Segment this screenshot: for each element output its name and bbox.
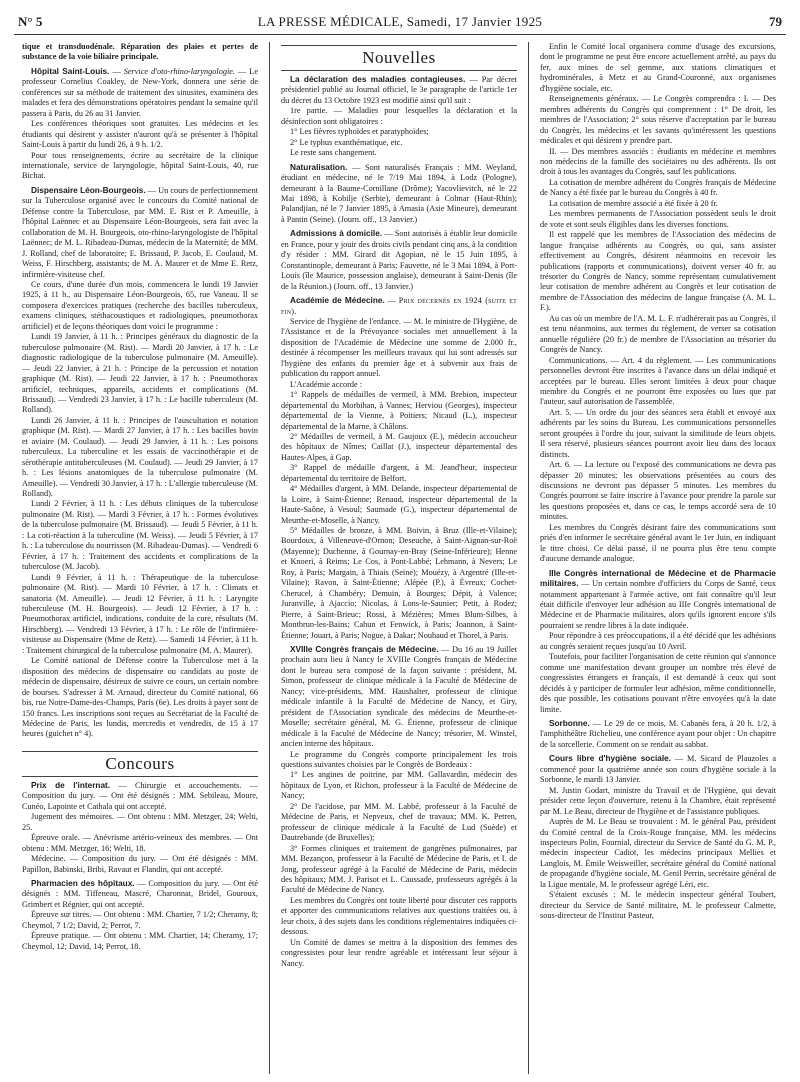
header-rule	[14, 34, 786, 35]
item-heading: Cours libre d'hygiène sociale.	[549, 754, 671, 764]
pharmacien-item: Pharmacien des hôpitaux. — Composition du jury. — Ont été désignés : MM. Tiffeneau, Mascré, Charonnat, Bridel, Gouroux, Grimbert et Régnier, qui ont accepté.	[22, 878, 258, 909]
paragraph: Communications. — Art. 4 du règlement. — Les communications personnelles devront être inscrites à l'avance dans un délai indiqué et acceptées par le bureau. Elles seront limitées à deux pour chaque membre du Congrès et ne pourront être exposées ou lues que par l'auteur, sauf autorisation de l'assemblée.	[540, 355, 776, 407]
paragraph: Le reste sans changement.	[290, 148, 377, 158]
paragraph: Enfin le Comité local organisera comme d'usage des excursions, dont le programme ne peut être encore actuellement arrêté, au pays du fer, aux mines de sel gemme, aux stations climatiques et hydrominérales, à Metz et au Grand-Couronné, aux organismes d'hygiène sociale, etc.	[540, 42, 776, 93]
item-text: Sont autorisés à établir leur domicile en France, pour y jouir des droits civils pendant cinq ans, à la condition d'y résider : MM. Girard dit Agopian, né le 15 Juin 1895, à Constantinople, demeurant à Paris; Fauvette, né le 3 Mai 1894, à Port-Louis (île Maurice, possession anglaise), demeurant à Saint-Denis (île de la Réunion.) (Journ. off., 13 Janvier.)	[281, 229, 517, 291]
item-subheading: Service d'oto-rhino-laryngologie.	[123, 66, 235, 76]
item-text: Chirurgie et accouchements. — Composition du jury. — Ont été désignés : MM. Sebileau, Moure, Cunéo, Lapointe et Cathala qui ont accepté.	[22, 780, 258, 811]
section-title-nouvelles: Nouvelles	[281, 45, 517, 71]
paragraph: Épreuve orale. — Anévrisme artério-veineux des membres. — Ont obtenu : MM. Metzger, 16; Welti, 18.	[22, 833, 258, 853]
item-text: Un cours de perfectionnement sur la Tuberculose organisé avec le concours du Comité national de Défense contre la Tuberculose, par MM. E. Rist et P. Ameuille, à l'hôpital Laënnec et au Dispensaire Léon-Bourgeois, sera fait avec la collaboration de M. H. Bourgeois, oto-rhino-laryngologiste de l'hôpital Laënnec; de M. L. Ribadeau-Dumas, médecin de la Maternité; de MM. J. Rolland, chef de laboratoire; E. Brissaud, P. Jacob, E. Coulaud, M. Weiss, F. Hirschberg, assistants; de M. A. Maurer et de Mme E. Retz, infirmière-visiteuse chef.	[22, 185, 258, 279]
section-title-concours: Concours	[22, 751, 258, 777]
paragraph: Renseignements généraux. — Le Congrès comprendra : I. — Des membres adhérents du Congrès qui comprennent : 1° De droit, les membres de l'Association; 2° sous réserve d'acceptation par le bureau du Congrès, les médecins et les savants qu'intéressent les questions médicales et qui désirent y prendre part.	[540, 94, 776, 146]
cours-hygiene-item: Cours libre d'hygiène sociale. — M. Sicard de Plauzoles a commencé pour la quatrième année son cours d'hygiène sociale à la Sorbonne, le mardi 13 Janvier.	[540, 754, 776, 785]
paragraph: 5° Médailles de bronze, à MM. Boivin, à Bruz (Ille-et-Vilaine); Bourdoux, à Villeneuve-d'Ornon; Deseuche, à Saint-Aignan-sur-Roë (Mayenne); Duchenne, à Gournay-en-Bray (Seine-Inférieure); Henne et Knoeri, à Reims; Le Cos, à Pont-Labbé; Lehmann, à Nevers; Le Roy, à Paris; Margain, à Thiais (Seine); Mouézy, à Argentré (Ille-et-Vilaine); Ravon, à Saint-Étienne; Alépée (P.), à Évreux; Cochet-Cherucel, à Chambéry; Demuin, à Bourges; Dépit, à Valence; Juranville, à Ajaccio; Nicolas, à Lons-le-Saunier; Petit, à Rodez; Pierre, à Saint-Brieuc; Rossi, à Mézières; Mmes Blum-Silbes, à Montbrun-les-Bains; Cahun et Fenwick, à Paris; Joannon, à Saint-Étienne; Jouart, à Paris; Nogue, à Dakar; Nouhaud et Thorel, à Paris.	[281, 526, 517, 640]
column-divider	[528, 42, 529, 1074]
paragraph: 2° De l'acidose, par MM. M. Labbé, professeur à la Faculté de Médecine de Paris, et Nepveux, chef de travaux; MM. K. Petren, professeur de clinique médicale à la Faculté de Lud (Suède) et Dautrebande (de Bruxelles);	[281, 801, 517, 843]
running-title: LA PRESSE MÉDICALE, Samedi, 17 Janvier 1925	[257, 14, 543, 29]
item-text: Le 29 de ce mois, M. Cabanès fera, à 20 h. 1/2, à l'amphithéâtre Richelieu, une conférence ayant pour objet : Un chapitre de la sorcellerie. Comment on se rendait au sabbat.	[540, 719, 776, 749]
item-text: Composition du jury. — Ont été désignés : MM. Tiffeneau, Mascré, Charonnat, Bridel, Gouroux, Grimbert et Régnier, qui ont accepté.	[22, 878, 258, 909]
page-header	[14, 4, 786, 34]
paragraph: Art. 5. — Un ordre du jour des séances sera établi et envoyé aux adhérents par les soins du Bureau. Les communications personnelles seront groupées à l'ordre du jour, suivant la similitude de leurs objets. Il sera réservé, plusieurs séances pourront avoir lieu dans des locaux distincts.	[540, 407, 776, 459]
paragraph: Lundi 26 Janvier, à 11 h. : Principes de l'auscultation et notation graphique (M. Rist). — Mardi 27 Janvier, à 17 h. : Les bacilles bovin et aviaire (M. Coulaud). — Jeudi 29 Janvier, à 11 h. : Les poisons tuberculeux. La tuberculine et les essais de vaccinothérapie et de sérothérapie antituberculeuses (M. Coulaud). — Jeudi 29 Janvier, à 17 h. : Les lésions anatomiques de la tuberculose pulmonaire (M. Ameuille). — Vendredi 30 Janvier, à 17 h. : L'allergie tuberculeuse (M. Rolland).	[22, 415, 258, 499]
item-text: Du 16 au 19 Juillet prochain aura lieu à Nancy le XVIIIe Congrès français de Médecine dont le bureau sera composé de la façon suivante : président, M. Simon, professeur de clinique médicale à la Faculté de Médecine de Nancy; vice-présidents, MM. Haushalter, professeur de clinique médicale infantile à la Faculté de Médecine de Nancy, et Giry, président de l'Association syndicale des médecins de Meurthe-et-Moselle; secrétaire général, M. G. Étienne, professeur de clinique médicale à la Faculté de Médecine de Nancy; trésorier, M. Winstel, ancien interne des hôpitaux.	[281, 645, 517, 749]
paragraph: 2° Le typhus exanthématique, etc.	[290, 137, 403, 147]
paragraph: Lundi 2 Février, à 11 h. : Les débuts cliniques de la tuberculose pulmonaire (M. Rist). — Mardi 3 Février, à 17 h. : Formes évolutives de la tuberculose pulmonaire (M. Brissaud). — Jeudi 5 Février, à 11 h. : La coti-réaction à la tuberculine (M. Weiss). — Jeudi 5 Février, à 17 h. : La tuberculose du nourrisson (M. Ribadeau-Dumas). — Vendredi 6 Février, à 17 h. : Traitement des accidents et complications de la tuberculose (M. Jacob).	[22, 499, 258, 572]
paragraph: 3° Rappel de médaille d'argent, à M. Jeand'heur, inspecteur départemental du territoire de Belfort.	[281, 463, 517, 483]
paragraph: Lundi 19 Janvier, à 11 h. : Principes généraux du diagnostic de la tuberculose pulmonaire (M. Rist). — Mardi 20 Janvier, à 17 h. : Le diagnostic radiologique de la tuberculose pulmonaire (M. Ameuille). — Jeudi 22 Janvier, à 21 h. : Principe de la percussion et notation graphique (M. Rist). — Jeudi 22 Janvier, à 17 h. : Pneumothorax artificiel, techniques, appareils, accidents et complications (M. Brissaud). — Vendredi 23 Janvier, à 17 h. : Le bacille tuberculeux (M. Rolland).	[22, 332, 258, 415]
paragraph: 1re partie. — Maladies pour lesquelles la déclaration et la désinfection sont obligatoires :	[281, 106, 517, 126]
sorbonne-item: Sorbonne. — Le 29 de ce mois, M. Cabanès fera, à 20 h. 1/2, à l'amphithéâtre Richelieu, une conférence ayant pour objet : Un chapitre de la sorcellerie. Comment on se rendait au sabbat.	[540, 719, 776, 749]
paragraph: 2° Médailles de vermeil, à M. Gaujoux (E.), médecin accoucheur des hôpitaux de Nîmes; Caillat (J.), inspecteur départemental des Hautes-Alpes, à Gap.	[281, 431, 517, 462]
item-text: M. Sicard de Plauzoles a commencé pour la quatrième année son cours d'hygiène sociale à la Sorbonne, le mardi 13 Janvier.	[540, 754, 776, 785]
item-text: Le professeur Cornelius Coakley, de New-York, donnera une série de conférences sur sa méthode de traitement des sinusites, examinera des malades et fera des démonstrations opératoires pendant la semaine qu'il passera à Paris, du 26 au 31 Janvier.	[22, 66, 258, 118]
paragraph: II. — Des membres associés : étudiants en médecine et membres non médecins de la famille des sociétaires ou des adhérents. Ils ont droit à tous les avantages du Congrès, sauf les publications.	[540, 146, 776, 177]
item-heading: Prix de l'internat.	[31, 780, 111, 790]
paragraph: 4° Médailles d'argent, à MM. Delande, inspecteur départemental de la Loire, à Saint-Étienne; Renaud, inspecteur départemental de la Haute-Saône, à Vesoul; Saumade (G.), inspecteur départemental de Meurthe-et-Moselle, à Nancy.	[281, 484, 517, 525]
paragraph: Pour répondre à ces préoccupations, il a été décidé que les adhésions au congrès seraient reçues jusqu'au 10 Avril.	[540, 631, 776, 651]
paragraph: S'étaient excusés : M. le médecin inspecteur général Toubert, directeur du Service de Santé militaire, M. le professeur Calmette, sous-directeur de l'Institut Pasteur,	[540, 890, 776, 921]
item-heading: Hôpital Saint-Louis.	[31, 66, 110, 76]
paragraph: 3° Formes cliniques et traitement de gangrènes pulmonaires, par MM. Bezançon, professeur à la Faculté de Médecine de Paris, et I. de Jong, professeur agrégé à la Faculté de Médecine de Paris, médecin des hôpitaux; MM. J. Parisot et L. Caussade, professeurs agrégés à la Faculté de Médecine de Nancy.	[281, 843, 517, 895]
paragraph: Les conférences théoriques sont gratuites. Les médecins et les étudiants qui désirent y assister n'auront qu'à se présenter à l'hôpital Saint-Louis à partir du lundi 26, à 9 h. 1/2.	[22, 119, 258, 150]
paragraph: Épreuve pratique. — Ont obtenu : MM. Chartier, 14; Cheramy, 17; Cheymol, 12; David, 14; Perrot, 18.	[22, 931, 258, 951]
admissions-item: Admissions à domicile. — Sont autorisés à établir leur domicile en France, pour y jouir des droits civils pendant cinq ans, à la condition d'y résider : MM. Girard dit Agopian, né le 15 Juin 1895, à Constantinople, demeurant à Paris; Fauvette, né le 3 Mai 1894, à Port-Louis (île Maurice, possession anglaise), demeurant à Saint-Denis (île de la Réunion.) (Journ. off., 13 Janvier.)	[281, 229, 517, 291]
paragraph: M. Justin Godart, ministre du Travail et de l'Hygiène, qui devait présider cette leçon d'ouverture, retenu à la Chambre, était représenté par M. Le Beau, directeur de l'hygiène et de l'assistance publiques.	[540, 785, 776, 816]
paragraph: Auprès de M. Le Beau se trouvaient : M. le général Pau, président du Comité central de la Croix-Rouge française, MM. les médecins inspecteurs Polin, Fournial, directeur du Service de Santé du G. M. P., médecin inspecteur Cadiot, les médecins principaux Mellies et Langlois, M. Émile Weisweiller, secrétaire général du Comité national de propagande d'hygiène sociale, M. Genil Perrin, secrétaire général de la Ligue mentale, M. le professeur agrégé Léri, etc.	[540, 817, 776, 889]
item-heading: Académie de Médecine.	[290, 296, 385, 306]
paragraph: Le Comité national de Défense contre la Tuberculose met à la disposition des médecins de dispensaire ou candidats au poste de médecin de dispensaire, désireux de suivre ce cours, un certain nombre de bourses. S'adresser à M. Arnaud, directeur du Comité national, 66 bis, rue Notre-Dame-des-Champs, Paris (6e). Les droits à payer sont de 150 francs. Les inscriptions sont reçues au Secrétariat de la Faculté de Médecine de Paris, les lundis, mercredis et vendredis, de 15 à 17 heures (guichet n° 4).	[22, 656, 258, 739]
paragraph: Pour tous renseignements, écrire au secrétaire de la clinique internationale, service de laryngologie, hôpital Saint-Louis, 40, rue Bichat.	[22, 150, 258, 181]
paragraph: Médecine. — Composition du jury. — Ont été désignés : MM. Papillon, Babinski, Bribi, Ravaut et Flandin, qui ont accepté.	[22, 854, 258, 874]
paragraph: 1° Les angines de poitrine, par MM. Gallavardin, médecin des hôpitaux de Lyon, et Richon, professeur à la Faculté de Médecine de Nancy;	[281, 770, 517, 801]
declaration-item: La déclaration des maladies contagieuses. — Par décret présidentiel publié au Journal officiel, le 3e paragraphe de l'article 1er du décret du 13 Octobre 1923 est modifié ainsi qu'il suit :	[281, 75, 517, 105]
academie-item: Académie de Médecine. — Prix décernés en 1924 (suite et fin).	[281, 296, 517, 316]
paragraph: Épreuve sur titres. — Ont obtenu : MM. Chartier, 7 1/2; Cheramy, 8; Cheymol, 7 1/2; David, 2; Perrot, 7.	[22, 910, 258, 930]
item-heading: La déclaration des maladies contagieuses.	[290, 75, 466, 84]
item-heading: Naturalisation.	[290, 162, 348, 172]
column-1	[22, 42, 258, 1074]
dispensaire-item: Dispensaire Léon-Bourgeois. — Un cours de perfectionnement sur la Tuberculose organisé avec le concours du Comité national de Défense contre la Tuberculose, par MM. E. Rist et P. Ameuille, à l'hôpital Laënnec et au Dispensaire Léon-Bourgeois, sera fait avec la collaboration de M. H. Bourgeois, oto-rhino-laryngologiste de l'hôpital Laënnec; de M. L. Ribadeau-Dumas, médecin de la Maternité; de MM. J. Rolland, chef de laboratoire; E. Brissaud, P. Jacob, E. Coulaud, M. Weiss, F. Hirschberg, assistants; de M. A. Maurer et de Mme E. Retz, infirmière-visiteuse chef.	[22, 185, 258, 279]
paragraph: Lundi 9 Février, à 11 h. : Thérapeutique de la tuberculose pulmonaire (M. Rist). — Mardi 10 Février, à 17 h. : Climats et sanatoria (M. Ameuille). — Jeudi 12 Février, à 11 h. : Laryngite tuberculeuse (M. H. Bourgeois). — Jeudi 12 Février, à 17 h. : Pneumothorax artificiel, indications, conduite de la cure, résultats (M. Hirschberg). — Vendredi 13 Février, à 17 h. : Le rôle de l'infirmière-visiteuse au Dispensaire (Mme de Retz). — Samedi 14 Février, à 11 h. : Traitement chirurgical de la tuberculose pulmonaire (M. A. Maurer).	[22, 572, 258, 655]
paragraph: Ce cours, d'une durée d'un mois, commencera le lundi 19 Janvier 1925, à 11 h., au Dispensaire Léon-Bourgeois, 65, rue Vaneau. Il se composera d'exercices pratiques (recherche des bacilles tuberculeux, examens cliniques, stéthacoustiques et radiologiques, pneumothorax artificiel) et de leçons théoriques dont voici le programme :	[22, 279, 258, 331]
paragraph: Toutefois, pour faciliter l'organisation de cette réunion qui s'annonce comme une manifestation devant grouper un nombre très élevé de congressistes étrangers et français, il est demandé à ceux qui sont décidés à y participer de formuler leur adhésion, même conditionnelle, dès que possible, les cotisations pouvant n'être envoyées qu'à la date limite.	[540, 652, 776, 714]
paragraph: Un Comité de dames se mettra à la disposition des femmes des congressistes pour leur rendre agréable et intéressant leur séjour à Nancy.	[281, 937, 517, 968]
item-heading: XVIIIe Congrès français de Médecine.	[290, 645, 439, 655]
paragraph: Au cas où un membre de l'A. M. L. F. n'adhérerait pas au Congrès, il est tenu néanmoins, aux termes du règlement, de verser sa cotisation annuelle régulière (20 fr.) de membre de l'Association au trésorier du Congrès de Nancy.	[540, 313, 776, 355]
item-heading: Sorbonne.	[549, 719, 590, 728]
paragraph: Les membres du Congrès ont toute liberté pour discuter ces rapports et apporter des communications relatives aux questions traitées ou, à leur choix, à des sujets dans les conditions réglementaires indiquées ci-dessous.	[281, 895, 517, 937]
item-text: Un certain nombre d'officiers du Corps de Santé, ceux notamment appartenant à l'armée active, ont fait connaître qu'il leur était difficile d'envoyer leur adhésion au IIIe Congrès international de Médecine et de Pharmacie militaires, alors qu'ils ignorent encore s'ils pourraient se rendre libres à la date indiquée.	[540, 579, 776, 630]
paragraph: L'Académie accorde :	[290, 379, 363, 389]
item-text: Par décret présidentiel publié au Journal officiel, le 3e paragraphe de l'article 1er du décret du 13 Octobre 1923 est modifié ainsi qu'il suit :	[281, 75, 517, 105]
intro-text: tique et transduodénale. Réparation des plaies et pertes de substance de la voie biliaire principale.	[22, 42, 258, 62]
naturalisation-item: Naturalisation. — Sont naturalisés Français : MM. Weyland, étudiant en médecine, né le 7/19 Mai 1894, à Lodz (Pologne), demeurant à la Baume-Cornillane (Drôme); Yacovlievitch, né le 22 Mai 1898, à Kobilje (Serbie), demeurant à Colmar (Haut-Rhin); Palandjian, né le 7 Janvier 1895, à Amasia (Asie Mineure), demeurant à Pantin (Seine). (Journ. off., 13 Janvier.)	[281, 162, 517, 224]
item-heading: Admissions à domicile.	[290, 229, 383, 239]
paragraph: Le programme du Congrès comporte principalement les trois questions suivantes choisies par le Congrès de Bordeaux :	[281, 749, 517, 769]
item-heading: IIIe Congrès international de Médecine et de Pharmacie militaires.	[540, 568, 776, 589]
paragraph: 1° Rappels de médailles de vermeil, à MM. Brebion, inspecteur départemental du Morbihan, à Vannes; Herviou (Georges), inspecteur départemental de la Vienne, à Poitiers; Nicaud (L.), inspecteur départemental de la Marne, à Châlons.	[281, 390, 517, 431]
paragraph: Les membres permanents de l'Association possèdent seuls le droit de vote et sont seuls éligibles dans les diverses fonctions.	[540, 209, 776, 229]
item-heading: Pharmacien des hôpitaux.	[31, 878, 135, 888]
item-text: Sont naturalisés Français : MM. Weyland, étudiant en médecine, né le 7/19 Mai 1894, à Lodz (Pologne), demeurant à la Baume-Cornillane (Drôme); Yacovlievitch, né le 22 Mai 1898, à Kobilje (Serbie), demeurant à Colmar (Haut-Rhin); Palandjian, né le 7 Janvier 1895, à Amasia (Asie Mineure), demeurant à Pantin (Seine). (Journ. off., 13 Janvier.)	[281, 162, 517, 224]
hotel-saint-louis-item: Hôpital Saint-Louis. — Service d'oto-rhino-laryngologie. — Le professeur Cornelius Coakley, de New-York, donnera une série de conférences sur sa méthode de traitement des sinusites, examinera des malades et fera des démonstrations opératoires pendant la semaine qu'il passera à Paris, du 26 au 31 Janvier.	[22, 66, 258, 118]
column-3	[540, 42, 776, 1074]
prix-internat-item: Prix de l'internat. — Chirurgie et accouchements. — Composition du jury. — Ont été désignés : MM. Sebileau, Moure, Cunéo, Lapointe et Cathala qui ont accepté.	[22, 780, 258, 811]
paragraph: Art. 6. — La lecture ou l'exposé des communications ne devra pas dépasser 20 minutes; les observations présentées au cours des discussions ne devront pas dépasser 5 minutes. Les membres du Congrès pourront se faire inscrire à l'avance pour prendre la parole sur les questions proposées et, dans ce cas, le temps accordé sera de 10 minutes.	[540, 460, 776, 522]
page-number: 79	[769, 14, 782, 29]
congres-medecine-item: XVIIIe Congrès français de Médecine. — Du 16 au 19 Juillet prochain aura lieu à Nancy le XVIIIe Congrès français de Médecine dont le bureau sera composé de la façon suivante : président, M. Simon, professeur de clinique médicale à la Faculté de Médecine de Nancy; vice-présidents, MM. Haushalter, professeur de clinique médicale infantile à la Faculté de Médecine de Nancy, et Giry, président de l'Association syndicale des médecins de Meurthe-et-Moselle; secrétaire général, M. G. Étienne, professeur de clinique médicale à la Faculté de Médecine de Nancy; trésorier, M. Winstel, ancien interne des hôpitaux.	[281, 645, 517, 749]
paragraph: La cotisation de membre adhérent du Congrès français de Médecine de Nancy a été fixée par le bureau du Congrès à 40 fr.	[540, 177, 776, 198]
paragraph: Il est rappelé que les membres de l'Association des médecins de langue française adhérents au Congrès, ou qui, sans assister effectivement au Congrès, désirent néanmoins en recevoir les publications (rapports et communications), doivent verser 40 fr. au trésorier du Congrès de Nancy, somme représentant cumulativement leur cotisation de membre adhérent au Congrès et leur cotisation de membre de l'Association des médecins de langue française (A. M. L. F.).	[540, 230, 776, 313]
paragraph: Service de l'hygiène de l'enfance. — M. le ministre de l'Hygiène, de l'Assistance et de la Prévoyance sociales met annuellement à la disposition de l'Académie de Médecine une somme de 2.000 fr., destinée à récompenser les meilleurs travaux qui lui sont adressés sur l'hygiène des enfants du premier âge et à subvenir aux frais de publication du rapport annuel.	[281, 316, 517, 379]
paragraph: Jugement des mémoires. — Ont obtenu : MM. Metzger, 24; Welti, 25.	[22, 812, 258, 832]
item-subheading: Prix décernés en 1924 (suite et fin).	[281, 296, 517, 316]
item-heading: Dispensaire Léon-Bourgeois.	[31, 185, 146, 195]
issue-number: N° 5	[18, 14, 43, 29]
column-divider	[269, 42, 270, 1074]
paragraph: La cotisation de membre associé a été fixée à 20 fr.	[549, 198, 718, 208]
column-2	[281, 42, 517, 1074]
congres-militaire-item: IIIe Congrès international de Médecine et de Pharmacie militaires. — Un certain nombre d'officiers du Corps de Santé, ceux notamment appartenant à l'armée active, ont fait connaître qu'il leur était difficile d'envoyer leur adhésion au IIIe Congrès international de Médecine et de Pharmacie militaires, alors qu'ils ignorent encore s'ils pourraient se rendre libres à la date indiquée.	[540, 568, 776, 630]
paragraph: 1° Les fièvres typhoïdes et paratyphoïdes;	[290, 127, 429, 137]
paragraph: Les membres du Congrès désirant faire des communications sont priés d'en informer le secrétaire général avant le 1er Juin, en indiquant le titre choisi. Ce délai passé, il ne pourra plus être tenu compte d'aucune demande analogue.	[540, 522, 776, 564]
